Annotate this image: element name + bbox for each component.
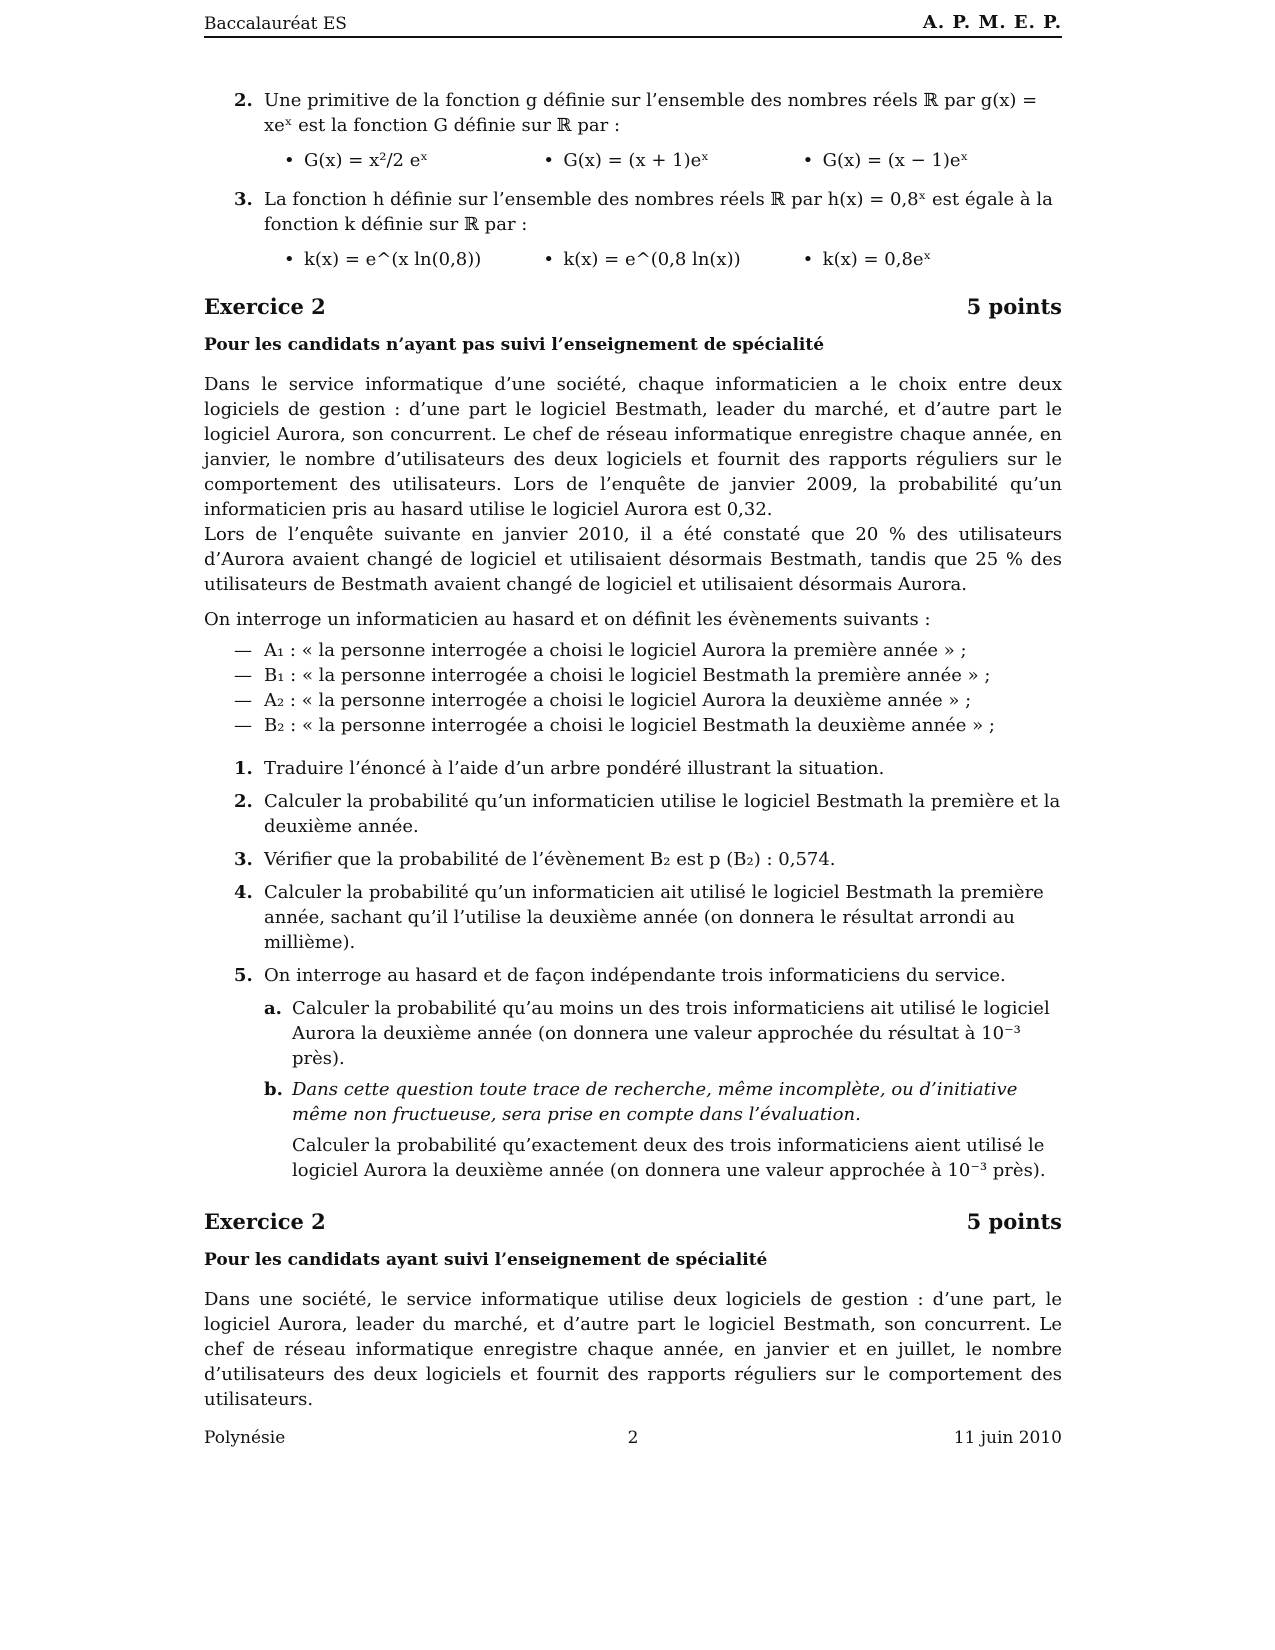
exercise-subtitle: Pour les candidats n’ayant pas suivi l’enseignement de spécialité (204, 335, 825, 355)
event-item (204, 663, 1062, 688)
event-text: A₁ : « la personne interrogée a choisi le logiciel Aurora la première année » ; (264, 640, 967, 661)
question-text: Calculer la probabilité qu’un informaticien utilise le logiciel Bestmath la première et la deuxième année. (264, 791, 1061, 837)
paragraph: Lors de l’enquête suivante en janvier 2010, il a été constaté que 20 % des utilisateurs d’Aurora avaient changé de logiciel et utilisaient désormais Bestmath, tandis que 25 % des utilisateurs de Bestmath avaient changé de logiciel et utilisaient désormais Aurora. (204, 524, 1062, 595)
question-2 (204, 88, 1062, 138)
events-intro: On interroge un informaticien au hasard et on définit les évènements suivants : (204, 609, 931, 630)
bullet-icon: • (284, 249, 295, 270)
options-list (204, 148, 1062, 173)
dash-icon: — (234, 715, 252, 736)
header-left: Baccalauréat ES (204, 14, 347, 34)
bullet-icon: • (802, 249, 814, 270)
question (204, 847, 1062, 872)
option-text: k(x) = e^(x ln(0,8)) (304, 249, 482, 270)
dash-icon: — (234, 690, 252, 711)
option (543, 148, 802, 173)
exercise-points: 5 points (966, 294, 1062, 319)
bullet-icon: • (543, 249, 554, 270)
bullet-icon: • (284, 150, 295, 171)
question-text: Calculer la probabilité qu’un informaticien ait utilisé le logiciel Bestmath la première année, sachant qu’il l’utilise la deuxième année (on donnera le résultat arrondi au millième). (264, 882, 1044, 953)
option-text: G(x) = x²/2 eˣ (304, 150, 428, 171)
footer-right: 11 juin 2010 (953, 1428, 1062, 1448)
exercise-name: Exercice 2 (204, 1209, 326, 1234)
exercise-title (204, 1209, 1062, 1234)
sub-question-b (204, 1077, 1062, 1183)
dash-icon: — (234, 665, 252, 686)
page-content (204, 88, 1062, 1412)
footer-left: Polynésie (204, 1428, 286, 1448)
option-text: k(x) = 0,8eˣ (822, 249, 932, 270)
event-item (204, 638, 1062, 663)
page-number: 2 (627, 1428, 639, 1448)
bullet-icon: • (802, 150, 814, 171)
question-number: 3. (234, 849, 253, 870)
event-item (204, 688, 1062, 713)
sub-question-a (204, 996, 1062, 1071)
option (803, 247, 1062, 272)
question-number: 1. (234, 758, 253, 779)
paragraph: Dans le service informatique d’une société, chaque informaticien a le choix entre deux logiciels de gestion : d’une part le logiciel Bestmath, leader du marché, et d’autre part le logiciel Aurora, son concurrent. Le chef de réseau informatique enregistre chaque année, en janvier, le nombre d’utilisateurs des deux logiciels et fournit des rapports réguliers sur le comportement des utilisateurs. Lors de l’enquête de janvier 2009, la probabilité qu’un informaticien pris au hasard utilise le logiciel Aurora est 0,32. (204, 374, 1062, 520)
dash-icon: — (234, 640, 252, 661)
option (284, 247, 543, 272)
exercise-name: Exercice 2 (204, 294, 326, 319)
sub-question-note: Dans cette question toute trace de recherche, même incomplète, ou d’initiative même non fructueuse, sera prise en compte dans l’évaluation. (292, 1079, 1018, 1125)
question-text: On interroge au hasard et de façon indépendante trois informaticiens du service. (264, 965, 1006, 986)
question-text: Vérifier que la probabilité de l’évènement B₂ est p (B₂) : 0,574. (264, 849, 836, 870)
header-right: A. P. M. E. P. (922, 12, 1062, 33)
question-text: Une primitive de la fonction g définie sur l’ensemble des nombres réels ℝ par g(x) = xeˣ est la fonction G définie sur ℝ par : (264, 90, 1038, 136)
event-text: B₂ : « la personne interrogée a choisi le logiciel Bestmath la deuxième année » ; (264, 715, 995, 736)
question-text: Traduire l’énoncé à l’aide d’un arbre pondéré illustrant la situation. (264, 758, 885, 779)
question-3 (204, 187, 1062, 237)
question-number: 2. (234, 90, 253, 111)
option-text: G(x) = (x − 1)eˣ (822, 150, 969, 171)
bullet-icon: • (543, 150, 554, 171)
event-text: B₁ : « la personne interrogée a choisi le logiciel Bestmath la première année » ; (264, 665, 991, 686)
question-text: La fonction h définie sur l’ensemble des nombres réels ℝ par h(x) = 0,8ˣ est égale à la fonction k définie sur ℝ par : (264, 189, 1053, 235)
sub-question-number: a. (264, 998, 282, 1019)
question (204, 880, 1062, 955)
events-list (204, 638, 1062, 738)
question-number: 5. (234, 965, 253, 986)
option (803, 148, 1062, 173)
sub-question-text: Calculer la probabilité qu’exactement deux des trois informaticiens aient utilisé le logiciel Aurora la deuxième année (on donnera une valeur approchée à 10⁻³ près). (292, 1135, 1046, 1181)
option (284, 148, 543, 173)
question-number: 3. (234, 189, 253, 210)
question (204, 756, 1062, 781)
question (204, 963, 1062, 988)
option-text: G(x) = (x + 1)eˣ (563, 150, 709, 171)
event-item (204, 713, 1062, 738)
option-text: k(x) = e^(0,8 ln(x)) (563, 249, 741, 270)
question-number: 2. (234, 791, 253, 812)
exercise-title (204, 294, 1062, 319)
options-list (204, 247, 1062, 272)
paragraph: Dans une société, le service informatique utilise deux logiciels de gestion : d’une part, le logiciel Aurora, leader du marché, et d’autre part le logiciel Bestmath, son concurrent. Le chef de réseau informatique enregistre chaque année, en janvier et en juillet, le nombre d’utilisateurs des deux logiciels et fournit des rapports réguliers sur le comportement des utilisateurs. (204, 1289, 1062, 1410)
exercise-subtitle: Pour les candidats ayant suivi l’enseignement de spécialité (204, 1250, 768, 1270)
question-number: 4. (234, 882, 253, 903)
question (204, 789, 1062, 839)
sub-question-number: b. (264, 1079, 283, 1100)
event-text: A₂ : « la personne interrogée a choisi le logiciel Aurora la deuxième année » ; (264, 690, 972, 711)
option (543, 247, 802, 272)
page-header (204, 10, 1062, 38)
sub-question-text: Calculer la probabilité qu’au moins un des trois informaticiens ait utilisé le logiciel Aurora la deuxième année (on donnera une valeur approchée du résultat à 10⁻³ près). (292, 998, 1050, 1069)
exercise-points: 5 points (966, 1209, 1062, 1234)
